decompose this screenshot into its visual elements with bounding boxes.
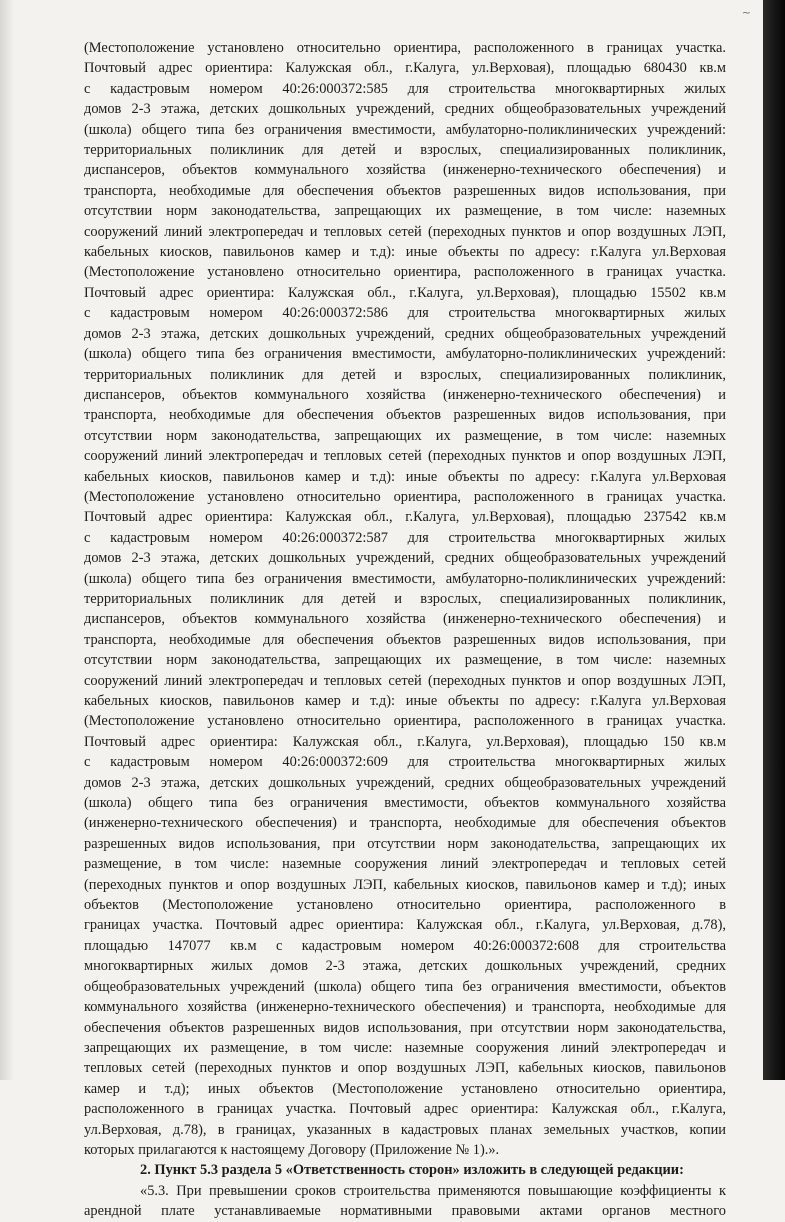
text-line: с кадастровым номером 40:26:000372:587 для строительства многоквартирных жилых	[84, 529, 726, 546]
text-line: домов 2-3 этажа, детских дошкольных учреждений, средних общеобразовательных учреждений	[84, 101, 726, 118]
text-line: Почтовый адрес ориентира: Калужская обл., г.Калуга, ул.Верховая), площадью 150 кв.м	[84, 733, 726, 750]
text-line: диспансеров, объектов коммунального хозяйства (инженерно-технического обеспечения) и	[84, 386, 726, 403]
text-line: (переходных пунктов и опор воздушных ЛЭП, кабельных киосков, павильонов камер и т.д); иных	[84, 876, 726, 893]
tail-paragraph	[84, 1181, 726, 1222]
text-line: камер и т.д); иных объектов (Местоположение установлено относительно ориентира,	[84, 1080, 726, 1097]
text-line: отсутствии норм законодательства, запрещающих их размещение, в том числе: наземных	[84, 427, 726, 444]
page-mark: ~	[741, 6, 751, 19]
text-line: сооружений линий электропередач и тепловых сетей (переходных пунктов и опор воздушных ЛЭП,	[84, 448, 726, 465]
text-line: транспорта, необходимые для обеспечения объектов разрешенных видов использования, при	[84, 631, 726, 648]
document-body	[84, 38, 726, 1222]
text-line: (Местоположение установлено относительно ориентира, расположенного в границах участка.	[84, 264, 726, 281]
text-line: (Местоположение установлено относительно ориентира, расположенного в границах участка.	[84, 488, 726, 505]
text-line: территориальных поликлиник для детей и взрослых, специализированных поликлиник,	[84, 142, 726, 159]
text-line: общеобразовательных учреждений (школа) общего типа без ограничения вместимости, объектов	[84, 978, 726, 995]
text-line: которых прилагаются к настоящему Договору (Приложение № 1).».	[84, 1141, 500, 1158]
text-line: (школа) общего типа без ограничения вместимости, амбулаторно-поликлинических учреждений:	[84, 121, 726, 138]
text-line: домов 2-3 этажа, детских дошкольных учреждений, средних общеобразовательных учреждений	[84, 550, 726, 567]
text-line: коммунального хозяйства (инженерно-технического обеспечения) и транспорта, необходимые для	[84, 999, 726, 1016]
text-line: ул.Верховая, д.78), в границах, указанных в кадастровых планах земельных участков, копии	[84, 1121, 726, 1138]
section-heading: 2. Пункт 5.3 раздела 5 «Ответственность сторон» изложить в следующей редакции:	[140, 1162, 684, 1179]
text-line: с кадастровым номером 40:26:000372:609 для строительства многоквартирных жилых	[84, 754, 726, 771]
text-line: Почтовый адрес ориентира: Калужская обл., г.Калуга, ул.Верховая), площадью 237542 кв.м	[84, 509, 726, 526]
body-paragraph	[84, 38, 726, 1160]
text-line: транспорта, необходимые для обеспечения объектов разрешенных видов использования, при	[84, 182, 726, 199]
text-line: диспансеров, объектов коммунального хозяйства (инженерно-технического обеспечения) и	[84, 162, 726, 179]
text-line: (инженерно-технического обеспечения) и транспорта, необходимые для обеспечения объектов	[84, 815, 726, 832]
text-line: с кадастровым номером 40:26:000372:586 для строительства многоквартирных жилых	[84, 305, 726, 322]
text-line: (Местоположение установлено относительно ориентира, расположенного в границах участка.	[84, 713, 726, 730]
scan-dark-edge	[763, 0, 785, 1080]
text-line: многоквартирных жилых домов 2-3 этажа, детских дошкольных учреждений, средних	[84, 958, 726, 975]
text-line: арендной плате устанавливаемые нормативными правовыми актами органов местного	[84, 1203, 726, 1220]
text-line: сооружений линий электропередач и тепловых сетей (переходных пунктов и опор воздушных ЛЭП,	[84, 223, 726, 240]
text-line: (школа) общего типа без ограничения вместимости, амбулаторно-поликлинических учреждений:	[84, 570, 726, 587]
text-line: с кадастровым номером 40:26:000372:585 для строительства многоквартирных жилых	[84, 80, 726, 97]
text-line: объектов (Местоположение установлено относительно ориентира, расположенного в	[84, 897, 726, 914]
text-line: размещение, в том числе: наземные сооружения линий электропередач и тепловых сетей	[84, 856, 726, 873]
text-line: домов 2-3 этажа, детских дошкольных учреждений, средних общеобразовательных учреждений	[84, 774, 726, 791]
text-line: сооружений линий электропередач и тепловых сетей (переходных пунктов и опор воздушных ЛЭП,	[84, 672, 726, 689]
text-line: Почтовый адрес ориентира: Калужская обл., г.Калуга, ул.Верховая), площадью 680430 кв.м	[84, 60, 726, 77]
text-line: отсутствии норм законодательства, запрещающих их размещение, в том числе: наземных	[84, 652, 726, 669]
text-line: кабельных киосков, павильонов камер и т.д): иные объекты по адресу: г.Калуга ул.Верховая	[84, 468, 726, 485]
text-line: транспорта, необходимые для обеспечения объектов разрешенных видов использования, при	[84, 407, 726, 424]
text-line: обеспечения объектов разрешенных видов использования, при отсутствии норм законодательства,	[84, 1019, 726, 1036]
text-line: (школа) общего типа без ограничения вместимости, амбулаторно-поликлинических учреждений:	[84, 346, 726, 363]
text-line: территориальных поликлиник для детей и взрослых, специализированных поликлиник,	[84, 590, 726, 607]
text-line: (Местоположение установлено относительно ориентира, расположенного в границах участка.	[84, 40, 726, 56]
text-line: запрещающих их размещение, в том числе: наземные сооружения линий электропередач и	[84, 1039, 726, 1056]
text-line: «5.3. При превышении сроков строительства применяются повышающие коэффициенты к	[140, 1182, 726, 1199]
text-line: кабельных киосков, павильонов камер и т.д): иные объекты по адресу: г.Калуга ул.Верховая	[84, 244, 726, 261]
text-line: границах участка. Почтовый адрес ориентира: Калужская обл., г.Калуга, ул.Верховая, д.78),	[84, 917, 726, 934]
text-line: кабельных киосков, павильонов камер и т.д): иные объекты по адресу: г.Калуга ул.Верховая	[84, 693, 726, 709]
text-line: диспансеров, объектов коммунального хозяйства (инженерно-технического обеспечения) и	[84, 611, 726, 628]
text-line: Почтовый адрес ориентира: Калужская обл., г.Калуга, ул.Верховая), площадью 15502 кв.м	[84, 284, 726, 301]
text-line: отсутствии норм законодательства, запрещающих их размещение, в том числе: наземных	[84, 203, 726, 220]
text-line: тепловых сетей (переходных пунктов и опор воздушных ЛЭП, кабельных киосков, павильонов	[84, 1060, 726, 1077]
scan-shadow-left	[0, 0, 14, 1080]
text-line: (школа) общего типа без ограничения вместимости, объектов коммунального хозяйства	[84, 795, 726, 812]
text-line: домов 2-3 этажа, детских дошкольных учреждений, средних общеобразовательных учреждений	[84, 325, 726, 342]
text-line: территориальных поликлиник для детей и взрослых, специализированных поликлиник,	[84, 366, 726, 383]
text-line: площадью 147077 кв.м с кадастровым номером 40:26:000372:608 для строительства	[84, 937, 726, 954]
text-line: разрешенных видов использования, при отсутствии норм законодательства, запрещающих их	[84, 835, 726, 852]
text-line: расположенного в границах участка. Почтовый адрес ориентира: Калужская обл., г.Калуга,	[84, 1101, 726, 1118]
